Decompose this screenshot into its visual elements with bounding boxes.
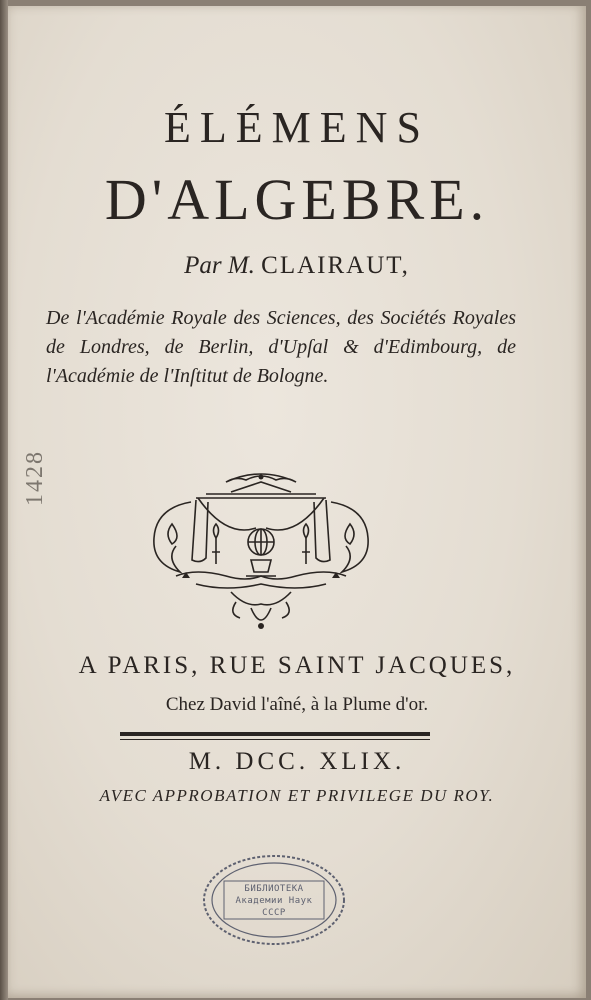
- stamp-line-2: Академии Наук: [235, 896, 313, 906]
- publication-year: M. DCC. XLIX.: [188, 748, 406, 775]
- title-line-1: ÉLÉMENS: [164, 103, 430, 152]
- title-line-2: D'ALGEBRE.: [104, 167, 490, 232]
- royal-privilege-line: AVEC APPROBATION ET PRIVILEGE DU ROY.: [99, 786, 495, 805]
- double-rule-divider: [120, 732, 430, 741]
- library-ownership-stamp: [202, 854, 346, 946]
- author-name: CLAIRAUT,: [261, 252, 410, 279]
- stamp-line-1: БИБЛИОТЕКА: [244, 884, 304, 894]
- imprint-publisher: Chez David l'aîné, à la Plume d'or.: [165, 694, 429, 715]
- printer-device-vignette-icon: [136, 468, 386, 636]
- book-spine-edge: [0, 0, 8, 1000]
- handwritten-shelfmark: 1428: [22, 450, 48, 506]
- imprint-place: A PARIS, RUE SAINT JACQUES,: [78, 652, 516, 679]
- author-prefix: Par M.: [184, 252, 255, 279]
- author-line: [8, 252, 586, 280]
- author-affiliation: De l'Académie Royale des Sciences, des Sociétés Royales de Londres, de Berlin, d'Upſal & d'Edimbourg, de l'Académie de l'Inſtitut de Bologne.: [46, 307, 516, 387]
- stamp-line-3: СССР: [262, 908, 286, 918]
- title-page: [8, 6, 586, 998]
